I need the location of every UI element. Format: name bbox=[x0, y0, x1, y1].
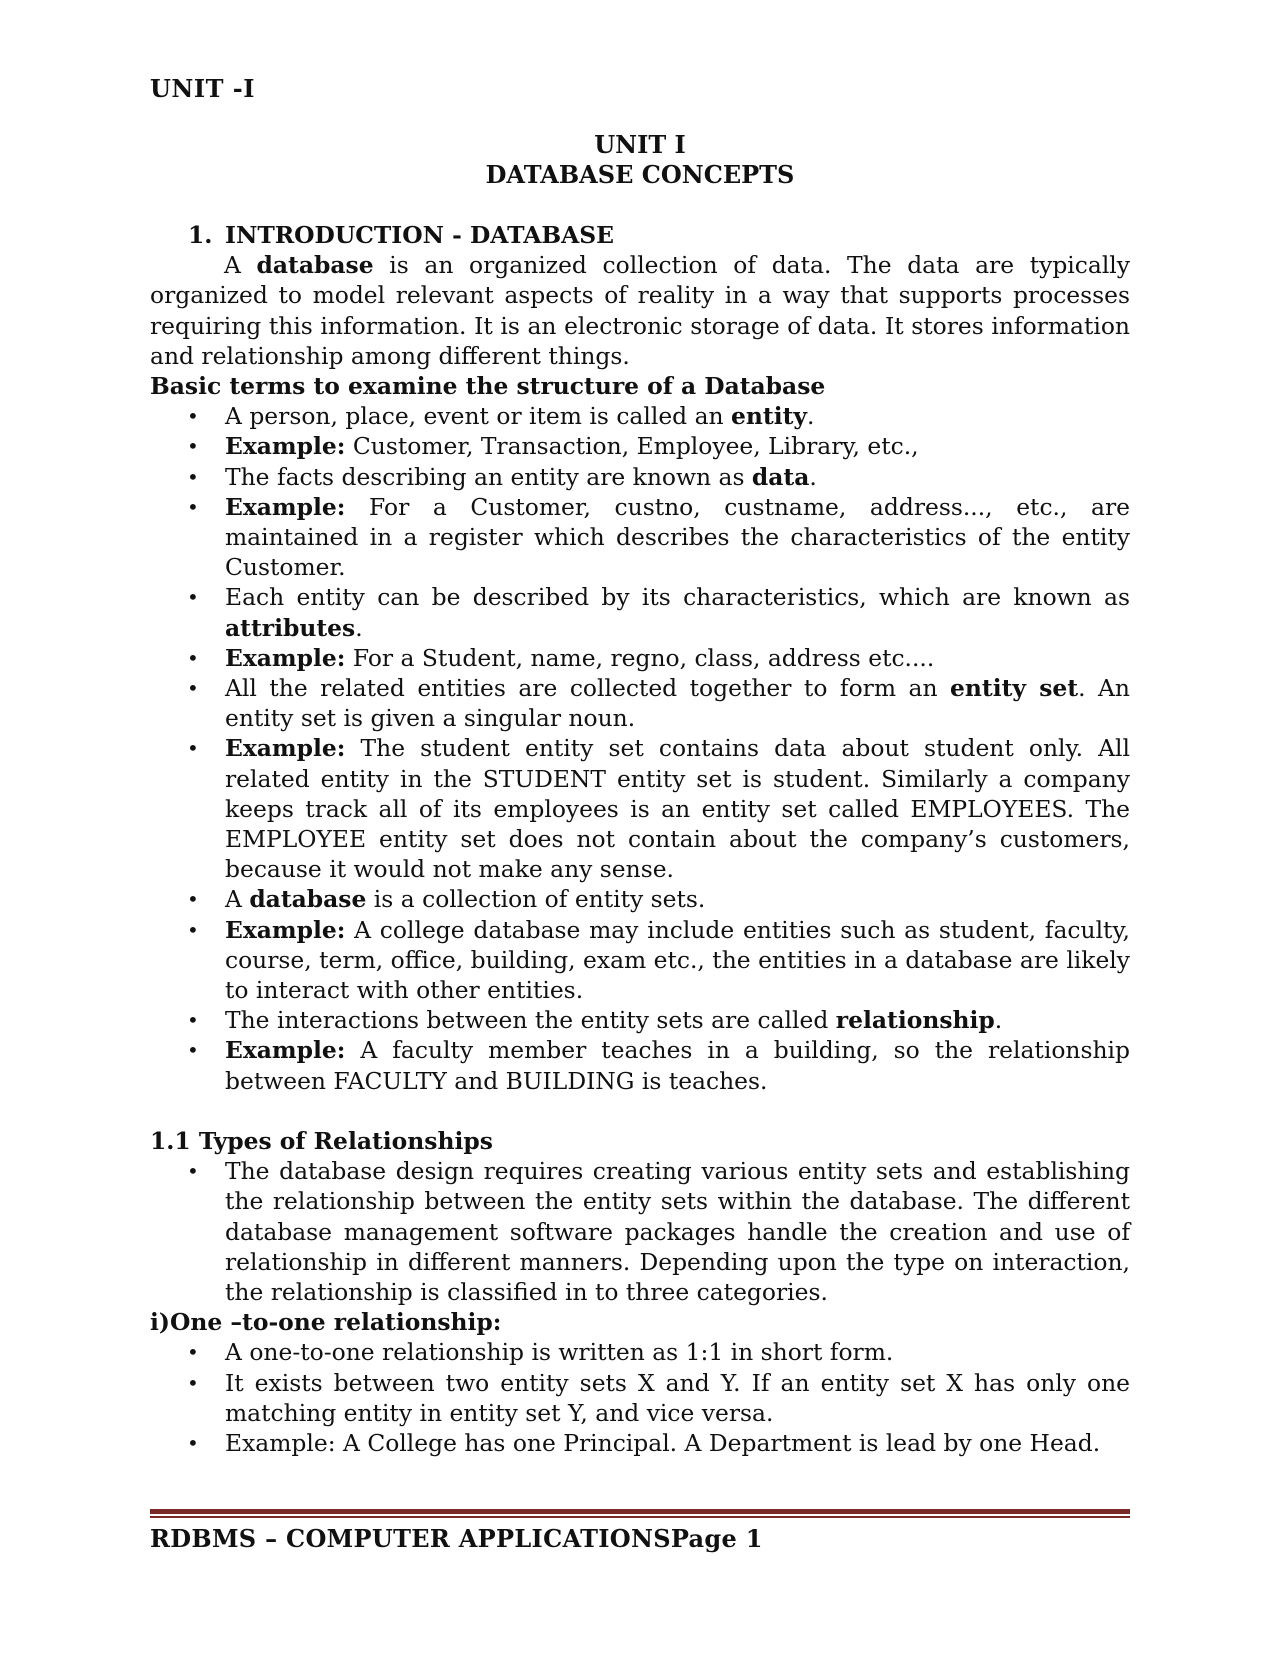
item-text: Customer, Transaction, Employee, Library, etc., bbox=[345, 432, 919, 461]
title-line-subject: DATABASE CONCEPTS bbox=[485, 160, 795, 189]
list-item bbox=[150, 915, 1130, 1006]
item-text: A bbox=[225, 885, 250, 914]
item-text: . bbox=[807, 402, 815, 431]
bullet-icon: • bbox=[187, 887, 199, 912]
item-text: For a Student, name, regno, class, address etc.... bbox=[345, 643, 935, 672]
list-item bbox=[150, 1156, 1130, 1307]
item-text: The database design requires creating various entity sets and establishing the relationship between the entity sets within the database. The different database management software packages handle the creation and use of relationship in different manners. Depending upon the type on interaction, the relationship is classified in to three categories. bbox=[225, 1157, 1130, 1306]
item-bold: entity bbox=[731, 402, 808, 431]
intro-paragraph bbox=[150, 250, 1130, 371]
item-text: The interactions between the entity sets are called bbox=[225, 1006, 836, 1035]
item-bold: Example: bbox=[225, 734, 346, 763]
item-bold: attributes bbox=[225, 613, 356, 642]
section-title: INTRODUCTION - DATABASE bbox=[225, 221, 615, 249]
item-bold: Example: bbox=[225, 915, 346, 944]
item-text: Example: A College has one Principal. A Department is lead by one Head. bbox=[225, 1428, 1101, 1457]
title-line-unit: UNIT I bbox=[594, 130, 686, 159]
intro-text-pre: A bbox=[224, 251, 257, 280]
bullet-icon: • bbox=[187, 1038, 199, 1063]
list-item bbox=[150, 1035, 1130, 1095]
running-header: UNIT -I bbox=[150, 74, 255, 103]
list-item bbox=[150, 582, 1130, 642]
section-spacer bbox=[150, 1096, 1130, 1126]
bullet-icon: • bbox=[187, 645, 199, 670]
item-bold: entity set bbox=[950, 674, 1079, 703]
bullet-icon: • bbox=[187, 1430, 199, 1455]
one-to-one-list bbox=[150, 1337, 1130, 1458]
list-item bbox=[150, 884, 1130, 914]
bullet-icon: • bbox=[187, 676, 199, 701]
item-text: A faculty member teaches in a building, so the relationship between FACULTY and BUILDING is teaches. bbox=[225, 1036, 1130, 1095]
item-bold: data bbox=[751, 462, 810, 491]
item-bold: database bbox=[249, 885, 367, 914]
item-text: For a Customer, custno, custname, address..., etc., are maintained in a register which describes the characteristics of the entity Customer. bbox=[225, 492, 1130, 582]
footer-divider-thin bbox=[150, 1516, 1130, 1518]
list-item bbox=[150, 1428, 1130, 1458]
bullet-icon: • bbox=[187, 1370, 199, 1395]
list-item bbox=[150, 462, 1130, 492]
item-bold: Example: bbox=[225, 1036, 346, 1065]
list-item bbox=[150, 643, 1130, 673]
bullet-icon: • bbox=[187, 434, 199, 459]
footer-divider bbox=[150, 1509, 1130, 1518]
item-text: The facts describing an entity are known as bbox=[225, 462, 752, 491]
list-item bbox=[150, 1337, 1130, 1367]
item-bold: Example: bbox=[225, 643, 346, 672]
bullet-icon: • bbox=[187, 404, 199, 429]
bullet-icon: • bbox=[187, 1008, 199, 1033]
item-text: Each entity can be described by its characteristics, which are known as bbox=[225, 583, 1130, 612]
item-bold: relationship bbox=[835, 1006, 995, 1035]
section-number: 1. bbox=[188, 221, 213, 249]
section-heading-relationships: 1.1 Types of Relationships bbox=[150, 1126, 493, 1155]
one-to-one-heading: i)One –to-one relationship: bbox=[150, 1308, 502, 1337]
bullet-icon: • bbox=[187, 1340, 199, 1365]
basic-terms-heading: Basic terms to examine the structure of a Database bbox=[150, 372, 826, 401]
item-text: It exists between two entity sets X and Y. If an entity set X has only one matching entity in entity set Y, and vice versa. bbox=[225, 1368, 1130, 1427]
bullet-icon: • bbox=[187, 1159, 199, 1184]
intro-text-post: is an organized collection of data. The data are typically organized to model relevant aspects of reality in a way that supports processes requiring this information. It is an electronic storage of data. It stores information and relationship among different things. bbox=[150, 251, 1131, 370]
page-footer: RDBMS – COMPUTER APPLICATIONSPage 1 bbox=[150, 1524, 763, 1553]
item-text: All the related entities are collected together to form an bbox=[225, 674, 951, 703]
item-text: The student entity set contains data about student only. All related entity in the STUDENT entity set is student. Similarly a company keeps track all of its employees is an entity set called EMPLOYEES. The EMPLOYEE entity set does not contain about the company’s customers, because it would not make any sense. bbox=[225, 734, 1130, 884]
list-item bbox=[150, 492, 1130, 583]
list-item bbox=[150, 733, 1130, 884]
document-body bbox=[150, 220, 1130, 1458]
item-text: . bbox=[355, 613, 363, 642]
list-item bbox=[150, 401, 1130, 431]
item-text: A person, place, event or item is called an bbox=[225, 402, 732, 431]
list-item bbox=[150, 431, 1130, 461]
item-text: . bbox=[809, 462, 817, 491]
bullet-icon: • bbox=[187, 736, 199, 761]
page-title bbox=[150, 130, 1130, 190]
item-text: is a collection of entity sets. bbox=[366, 885, 706, 914]
item-bold: Example: bbox=[225, 432, 346, 461]
footer-divider-thick bbox=[150, 1509, 1130, 1514]
section-heading-introduction bbox=[150, 220, 1130, 250]
item-text: A one-to-one relationship is written as 1:1 in short form. bbox=[225, 1338, 894, 1367]
item-text: A college database may include entities such as student, faculty, course, term, office, building, exam etc., the entities in a database are likely to interact with other entities. bbox=[225, 915, 1130, 1005]
bullet-icon: • bbox=[187, 464, 199, 489]
list-item bbox=[150, 673, 1130, 733]
relationship-types-list bbox=[150, 1156, 1130, 1307]
basic-terms-list bbox=[150, 401, 1130, 1096]
list-item bbox=[150, 1005, 1130, 1035]
intro-text-bold: database bbox=[256, 251, 374, 280]
list-item bbox=[150, 1368, 1130, 1428]
item-text: . An entity set is given a singular noun. bbox=[225, 674, 1130, 733]
document-page bbox=[150, 0, 1130, 1656]
bullet-icon: • bbox=[187, 494, 199, 519]
item-bold: Example: bbox=[225, 492, 346, 521]
bullet-icon: • bbox=[187, 585, 199, 610]
bullet-icon: • bbox=[187, 917, 199, 942]
item-text: . bbox=[994, 1006, 1003, 1035]
